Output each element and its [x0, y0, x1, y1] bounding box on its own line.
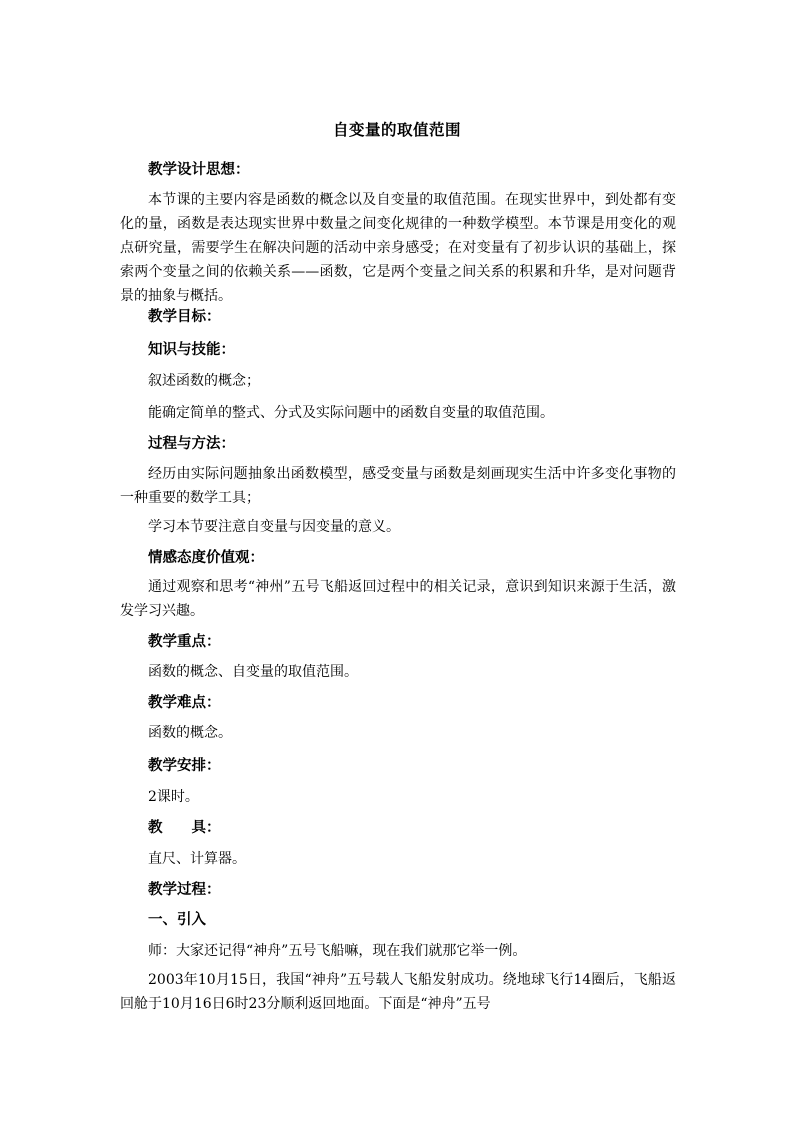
heading-knowledge: 知识与技能： — [148, 342, 235, 358]
knowledge-item-2: 能确定简单的整式、分式及实际问题中的函数自变量的取值范围。 — [148, 405, 554, 421]
heading-procedure: 教学过程： — [148, 882, 221, 898]
heading-key-points: 教学重点： — [148, 634, 221, 650]
document-title: 自变量的取值范围 — [332, 121, 461, 139]
teacher-line: 师：大家还记得“神舟”五号飞船嘛，现在我们就那它举一例。 — [148, 943, 527, 959]
tools-text: 直尺、计算器。 — [148, 851, 246, 867]
heading-difficulty: 教学难点： — [148, 695, 221, 711]
process-item-2: 学习本节要注意自变量与因变量的意义。 — [148, 519, 400, 535]
key-points-text: 函数的概念、自变量的取值范围。 — [148, 664, 358, 680]
emotion-item-1: 通过观察和思考“神州”五号飞船返回过程中的相关记录，意识到知识来源于生活，激发学习兴趣。 — [120, 579, 676, 619]
section-intro: 一、引入 — [148, 912, 206, 928]
heading-schedule: 教学安排： — [148, 758, 221, 774]
heading-tools: 教 具： — [148, 820, 221, 836]
knowledge-item-1: 叙述函数的概念； — [148, 373, 260, 389]
difficulty-text: 函数的概念。 — [148, 725, 232, 741]
heading-process: 过程与方法： — [148, 436, 235, 452]
heading-design: 教学设计思想： — [148, 162, 250, 178]
schedule-text: 2课时。 — [148, 789, 199, 805]
process-item-1: 经历由实际问题抽象出函数模型，感受变量与函数是刻画现实生活中许多变化事物的一种重要的数学工具； — [120, 466, 676, 506]
heading-emotion: 情感态度价值观： — [148, 550, 264, 566]
story-paragraph: 2003年10月15日，我国“神舟”五号载人飞船发射成功。绕地球飞行14圈后，飞船返回舱于10月16日6时23分顺利返回地面。下面是“神舟”五号 — [120, 972, 676, 1012]
paragraph-design: 本节课的主要内容是函数的概念以及自变量的取值范围。在现实世界中，到处都有变化的量，函数是表达现实世界中数量之间变化规律的一种数学模型。本节课是用变化的观点研究量，需要学生在解决问题的活动中亲身感受；在对变量有了初步认识的基础上，探索两个变量之间的依赖关系——函数，它是两个变量之间关系的积累和升华，是对问题背景的抽象与概括。 — [120, 192, 676, 304]
heading-goals: 教学目标： — [148, 309, 221, 325]
